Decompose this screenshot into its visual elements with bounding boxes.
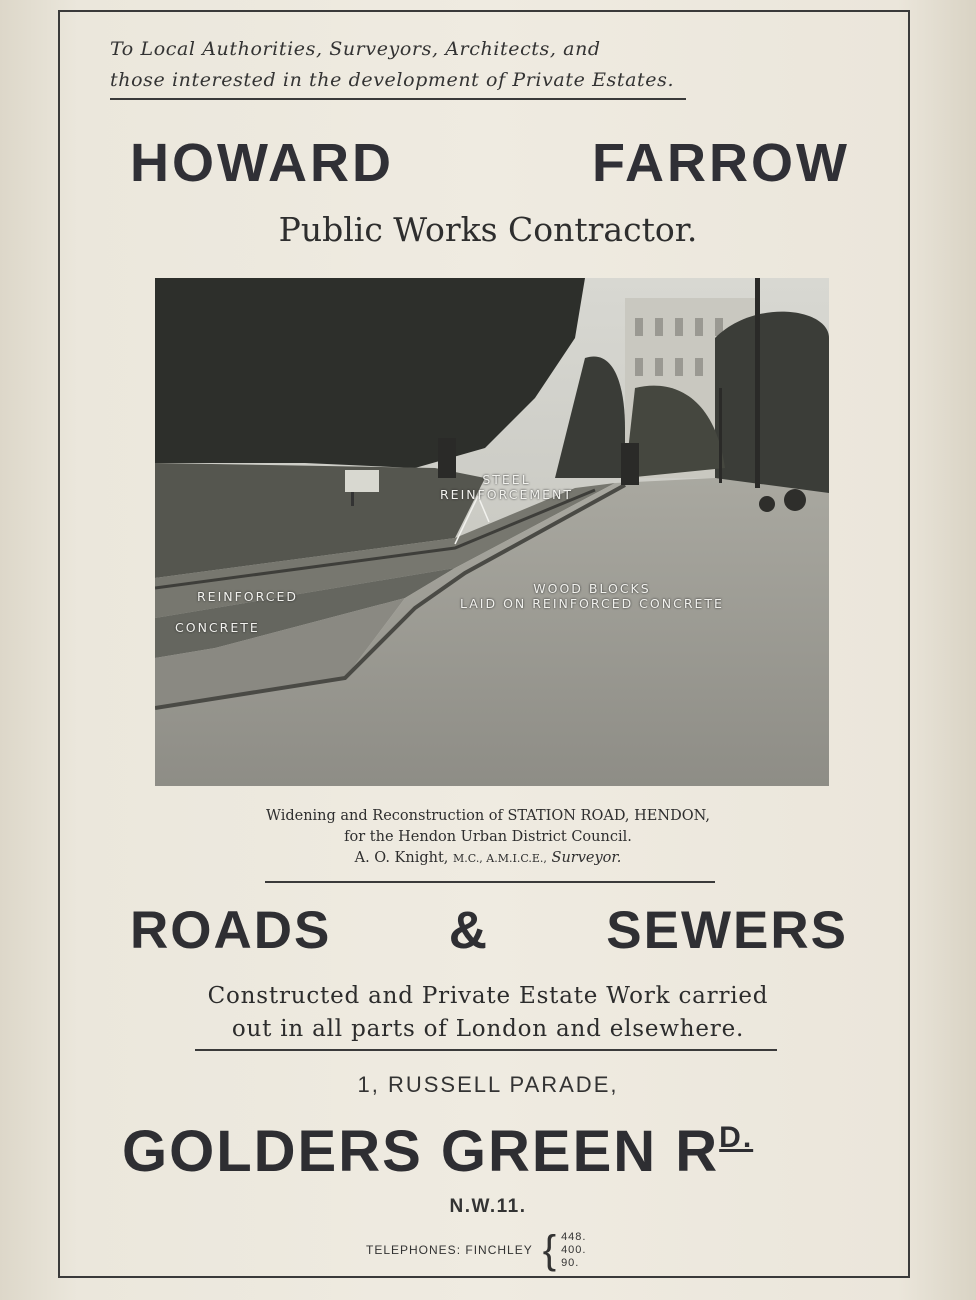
address-street: 1, RUSSELL PARADE, (357, 1072, 619, 1097)
caption-line-2: for the Hendon Urban District Council. (344, 829, 632, 845)
telephone-number: 448. (561, 1230, 587, 1243)
address-road (122, 1118, 862, 1185)
headline-roads-sewers (130, 900, 848, 961)
photo-illustration (155, 278, 829, 786)
brace-glyph: { (542, 1228, 558, 1272)
company-name (130, 132, 850, 194)
address-road-name: GOLDERS GREEN R (122, 1119, 720, 1184)
company-name-first: HOWARD (130, 133, 394, 193)
divider-rule (265, 881, 715, 883)
headline-word-1: ROADS (130, 901, 332, 960)
telephone-numbers (561, 1231, 586, 1270)
surveyor-role: Surveyor. (551, 850, 622, 866)
description-line-2: out in all parts of London and elsewhere. (231, 1016, 745, 1042)
label-wood-line-2: LAID ON REINFORCED CONCRETE (460, 596, 724, 611)
divider-rule-2 (195, 1049, 777, 1051)
headline-word-2: SEWERS (606, 901, 848, 960)
label-reinforced: REINFORCED (197, 589, 298, 604)
headline-ampersand: & (448, 901, 489, 960)
address-road-abbrev: D. (719, 1121, 754, 1154)
label-wood-blocks (460, 581, 724, 611)
intro-line-1: To Local Authorities, Surveyors, Architects, and (110, 38, 601, 60)
description-line-1: Constructed and Private Estate Work carried (207, 983, 769, 1009)
intro-line-2: those interested in the development of Private Estates. (110, 65, 686, 100)
telephone-number: 400. (561, 1243, 587, 1256)
label-steel-line-1: STEEL (482, 472, 531, 487)
caption-line-3 (0, 848, 976, 869)
surveyor-name: A. O. Knight, (354, 850, 449, 866)
telephone-number: 90. (561, 1256, 580, 1269)
label-wood-line-1: WOOD BLOCKS (533, 581, 651, 596)
caption-line-1: Widening and Reconstruction of STATION ROAD, HENDON, (266, 808, 710, 824)
address-postcode: N.W.11. (449, 1196, 527, 1217)
service-description (0, 980, 976, 1046)
photo-caption (0, 806, 976, 869)
company-name-last: FARROW (592, 133, 850, 193)
road-works-photo (155, 278, 829, 786)
telephones (366, 1230, 586, 1270)
intro-text (110, 34, 690, 100)
label-steel-line-2: REINFORCEMENT (440, 487, 574, 502)
telephones-label: TELEPHONES: FINCHLEY (366, 1243, 533, 1257)
label-concrete: CONCRETE (175, 620, 260, 635)
surveyor-qualifications: M.C., A.M.I.C.E., (453, 852, 547, 865)
company-trade: Public Works Contractor. (278, 210, 698, 249)
label-steel-reinforcement (440, 472, 573, 502)
